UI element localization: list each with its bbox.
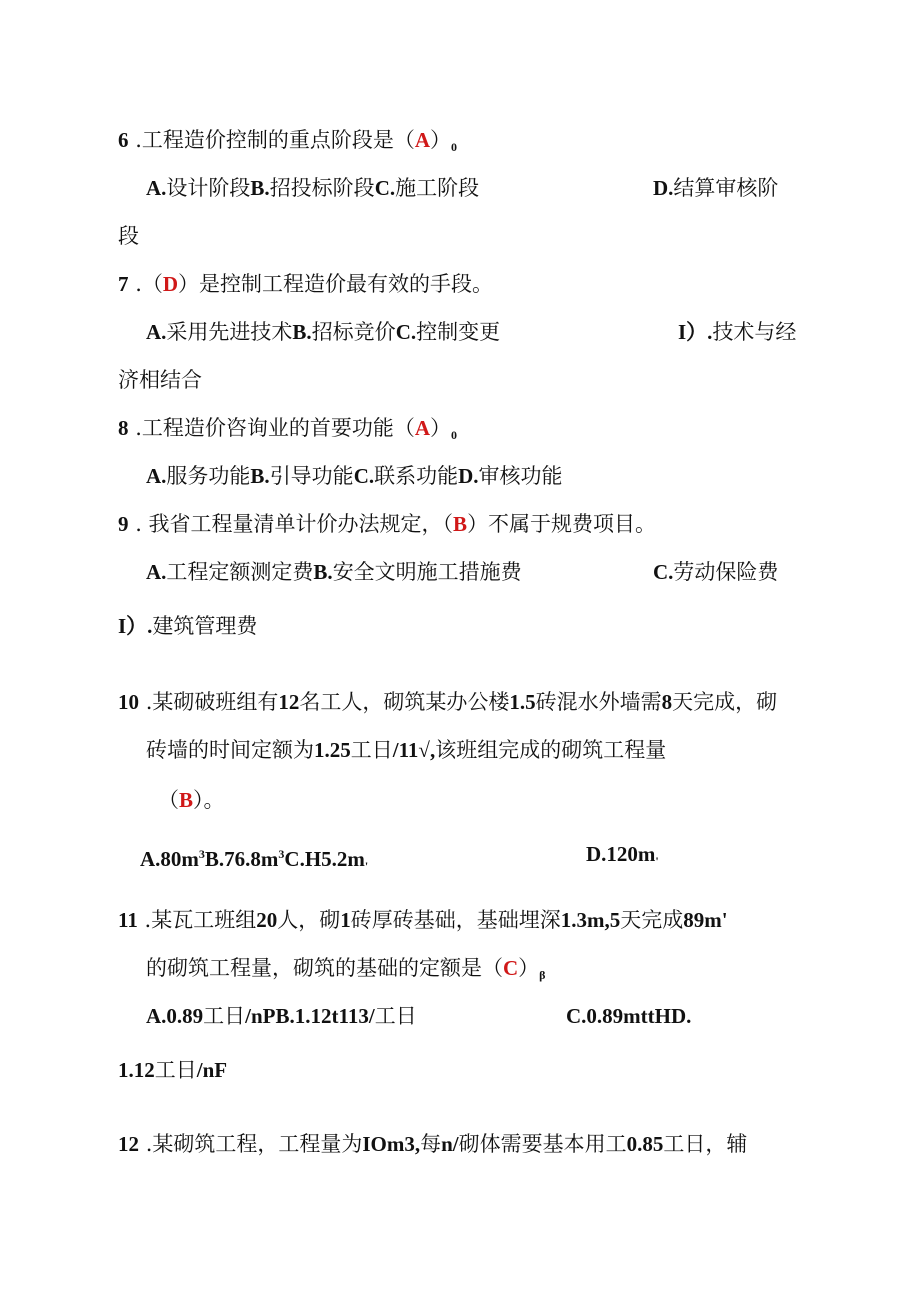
tail-mark: 0 xyxy=(451,140,458,154)
answer-mark: B xyxy=(453,512,468,536)
superscript: 3 xyxy=(278,847,285,861)
question-9-option-c xyxy=(653,558,778,586)
option-a-text: 设计阶段 xyxy=(166,176,251,200)
question-number: 7 xyxy=(118,272,129,296)
paren: ）。 xyxy=(193,788,225,812)
question-11-option-c: C.0.89mttHD. xyxy=(566,1004,692,1028)
option-b-label: B. xyxy=(292,320,312,344)
answer-mark: D xyxy=(162,272,179,296)
option-d-text: 技术与经 xyxy=(712,320,797,344)
option-a-text: 工程定额测定费 xyxy=(166,560,314,584)
number: 1.3m,5 xyxy=(560,908,621,932)
question-10-stem xyxy=(118,688,777,716)
question-text: .某砌筑工程，工程量为 xyxy=(145,1132,363,1156)
question-text: 天完成 xyxy=(620,908,684,932)
question-text: .（ xyxy=(135,272,163,296)
question-text: ）是控制工程造价最有效的手段。 xyxy=(178,272,494,296)
question-text: 天完成，砌 xyxy=(672,690,778,714)
paren: （ xyxy=(158,788,179,812)
option-a-label: A. xyxy=(146,320,167,344)
number: 89m' xyxy=(683,908,728,932)
option-b-text: 招投标阶段 xyxy=(269,176,375,200)
question-text: ）不属于规费项目。 xyxy=(467,512,657,536)
question-text: 工日，辅 xyxy=(663,1132,748,1156)
option-a-label: A. xyxy=(146,176,167,200)
option-d-label: I）. xyxy=(678,320,713,344)
option-d-label: 1.12 xyxy=(118,1058,155,1082)
option-d-label: D. xyxy=(653,176,674,200)
option-b-text: 招标竞价 xyxy=(311,320,396,344)
option-b-label: /nPB.1.12t113/ xyxy=(245,1004,375,1028)
option-c-label: C. xyxy=(653,560,674,584)
question-text: 人，砌 xyxy=(277,908,341,932)
question-text: 砖混水外墙需 xyxy=(535,690,662,714)
option-c-label: C. xyxy=(374,176,396,200)
question-text: 每 xyxy=(420,1132,442,1156)
question-number: 8 xyxy=(118,416,129,440)
tail-mark: β xyxy=(539,968,546,982)
option-d-label: I）. xyxy=(118,614,153,638)
option-c-text: 施工阶段 xyxy=(395,176,480,200)
option-d-label: D. xyxy=(458,464,479,488)
answer-mark: B xyxy=(179,788,194,812)
option-c: C.H5.2m xyxy=(284,847,365,871)
option-b-text: 工日 xyxy=(374,1004,417,1028)
question-10-answer-line xyxy=(158,786,225,814)
option-d-text: 建筑管理费 xyxy=(152,614,258,638)
question-text: ） xyxy=(518,956,540,980)
number: /11√, xyxy=(392,738,436,762)
question-number: 10 xyxy=(118,690,139,714)
question-8-options xyxy=(146,462,563,490)
question-7-option-d-cont: 济相结合 xyxy=(118,368,202,392)
question-11-stem-line2 xyxy=(146,954,546,989)
question-text: . 我省工程量清单计价办法规定，（ xyxy=(135,512,454,536)
number: 1.25 xyxy=(314,738,351,762)
option-a: A.80m xyxy=(140,847,199,871)
question-9-option-d xyxy=(118,612,257,640)
option-b-label: B. xyxy=(250,176,270,200)
option-b-label: B. xyxy=(250,464,270,488)
option-c-label: C. xyxy=(353,464,375,488)
number: 8 xyxy=(661,690,673,714)
question-text: 砖墙的时间定额为 xyxy=(146,738,314,762)
superscript: 3 xyxy=(198,847,205,861)
option-c-text: 控制变更 xyxy=(416,320,501,344)
option-a-label: A. xyxy=(146,464,167,488)
question-number: 9 xyxy=(118,512,129,536)
option-b-text: 引导功能 xyxy=(269,464,354,488)
option-d-text: 结算审核阶 xyxy=(673,176,779,200)
question-text: 砌体需要基本用工 xyxy=(458,1132,627,1156)
number: 1.5 xyxy=(509,690,536,714)
question-text: ） xyxy=(430,128,452,152)
option-b-label: B. xyxy=(313,560,333,584)
question-11-options xyxy=(146,1002,417,1030)
question-10-option-d xyxy=(586,840,659,875)
question-10-options xyxy=(140,840,368,880)
option-b-text: 安全文明施工措施费 xyxy=(332,560,522,584)
question-text: .某砌破班组有 xyxy=(145,690,279,714)
mark: ' xyxy=(364,859,369,873)
question-6-options xyxy=(146,174,479,202)
option-a-label: A. xyxy=(146,560,167,584)
question-text: 的砌筑工程量，砌筑的基础的定额是（ xyxy=(146,956,503,980)
number: 0.85 xyxy=(626,1132,664,1156)
question-7-options xyxy=(146,318,500,346)
question-9-options xyxy=(146,558,522,586)
number: 12 xyxy=(278,690,300,714)
question-12-stem xyxy=(118,1130,747,1158)
question-text: ） xyxy=(430,416,452,440)
option-a-text: 工日 xyxy=(203,1004,246,1028)
option-d-unit: /nF xyxy=(196,1058,228,1082)
number: 1 xyxy=(340,908,351,932)
question-11-option-d xyxy=(118,1056,227,1084)
question-number: 12 xyxy=(118,1132,139,1156)
question-11-stem xyxy=(118,906,728,934)
question-text: 工日 xyxy=(350,738,393,762)
mark: ' xyxy=(655,854,659,868)
question-text: .工程造价咨询业的首要功能（ xyxy=(135,416,415,440)
question-number: 11 xyxy=(118,908,138,932)
option-b: B.76.8m xyxy=(204,847,279,871)
answer-mark: A xyxy=(414,416,431,440)
tail-mark: 0 xyxy=(451,428,458,442)
question-text: 该班组完成的砌筑工程量 xyxy=(435,738,667,762)
question-9-stem xyxy=(118,510,656,538)
option-a-label: A.0.89 xyxy=(146,1004,204,1028)
question-text: 砖厚砖基础，基础埋深 xyxy=(350,908,561,932)
number: IOm3, xyxy=(362,1132,421,1156)
question-8-stem xyxy=(118,414,457,449)
answer-mark: A xyxy=(414,128,431,152)
question-text: 名工人，砌筑某办公楼 xyxy=(299,690,510,714)
question-7-stem xyxy=(118,270,493,298)
question-6-option-d-cont: 段 xyxy=(118,224,139,248)
option-c-text: 劳动保险费 xyxy=(673,560,779,584)
option-d-text: 工日 xyxy=(154,1058,197,1082)
option-a-text: 采用先进技术 xyxy=(166,320,293,344)
option-d: D.120m xyxy=(586,842,656,866)
question-text: .某瓦工班组 xyxy=(144,908,257,932)
option-d-text: 审核功能 xyxy=(478,464,563,488)
number: 20 xyxy=(256,908,278,932)
question-6-stem xyxy=(118,126,457,161)
question-number: 6 xyxy=(118,128,129,152)
question-6-option-d xyxy=(653,174,778,202)
question-7-option-d xyxy=(678,318,796,346)
answer-mark: C xyxy=(503,956,519,980)
option-c-text: 联系功能 xyxy=(374,464,459,488)
option-c-label: C. xyxy=(395,320,417,344)
option-a-text: 服务功能 xyxy=(166,464,251,488)
question-10-stem-line2 xyxy=(146,736,666,764)
number: n/ xyxy=(441,1132,459,1156)
question-text: .工程造价控制的重点阶段是（ xyxy=(135,128,415,152)
